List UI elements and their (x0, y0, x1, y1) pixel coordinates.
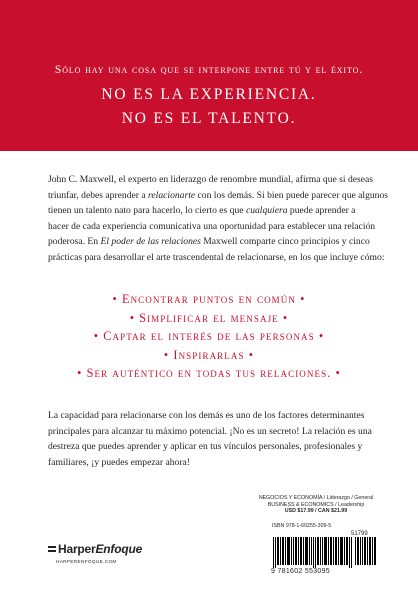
red-header-band (0, 0, 418, 151)
category-english: BUSINESS & ECONOMICS / Leadership (267, 501, 365, 508)
category-spanish: NEGOCIOS Y ECONOMÍA / Liderazgo / General (258, 495, 374, 501)
closing-paragraph (48, 408, 374, 470)
bullet-item: • Captar el interés de las personas • (93, 329, 325, 344)
text-line: destreza que puedes aprender y aplicar en tus vínculos personales, profesionales y (48, 441, 363, 452)
text-line: tienen un talento nato para hacerlo, lo cierto es que cualquiera puede aprender a (48, 205, 356, 216)
barcode-digits: 9 781602 553095 (271, 568, 330, 575)
barcode-addon-number: 51799 (351, 531, 368, 537)
text-line: familiares, ¡y puedes empezar ahora! (48, 456, 190, 468)
text-line: triunfar, debes aprender a relacionarte con los demás. Si bien puede parecer que algunos (48, 189, 389, 201)
text-line: John C. Maxwell, el experto en liderazgo de renombre mundial, afirma que si deseas (48, 174, 374, 185)
description-paragraph (48, 172, 389, 265)
bullet-item: • Simplificar el mensaje • (129, 310, 289, 325)
bullet-list (0, 290, 418, 383)
harper-fire-logo-icon (48, 544, 56, 554)
headline-talent: NO ES EL TALENTO. (121, 110, 297, 127)
publisher-logo (48, 542, 142, 564)
text-line: prácticas para desarrollar el arte trascendental de relacionarse, en los que incluye cómo: (48, 251, 385, 263)
text-line: hacer de cada experiencia comunicativa una oportunidad para establecer una relación (48, 220, 376, 232)
publisher-name-harper: Harper (58, 542, 96, 556)
tagline: Sólo hay una cosa que se interpone entre tú y el éxito. (54, 64, 364, 76)
isbn-text: ISBN 978-1-60255-309-5 (272, 523, 332, 529)
headline-experience: NO ES LA EXPERIENCIA. (101, 86, 317, 103)
barcode (271, 531, 381, 579)
price: USD $17.99 / CAN $21.99 (284, 508, 348, 515)
classification-block (246, 495, 386, 515)
text-line: principales para alcanzar tu máximo potencial. ¡No es un secreto! La relación es una (48, 425, 372, 437)
text-line: poderosa. En El poder de las relaciones Maxwell comparte cinco principios y cinco (48, 236, 370, 247)
bullet-item: • Encontrar puntos en común • (112, 292, 306, 306)
publisher-url: HARPERENFOQUE.COM (56, 559, 117, 564)
bullet-item: • Inspirarlas • (163, 347, 255, 362)
barcode-icon (271, 537, 381, 568)
bullet-item: • Ser auténtico en todas tus relaciones. • (77, 366, 341, 381)
text-line: La capacidad para relacionarse con los demás es uno de los factores determinantes (48, 410, 365, 421)
publisher-name-enfoque: Enfoque (95, 542, 143, 556)
